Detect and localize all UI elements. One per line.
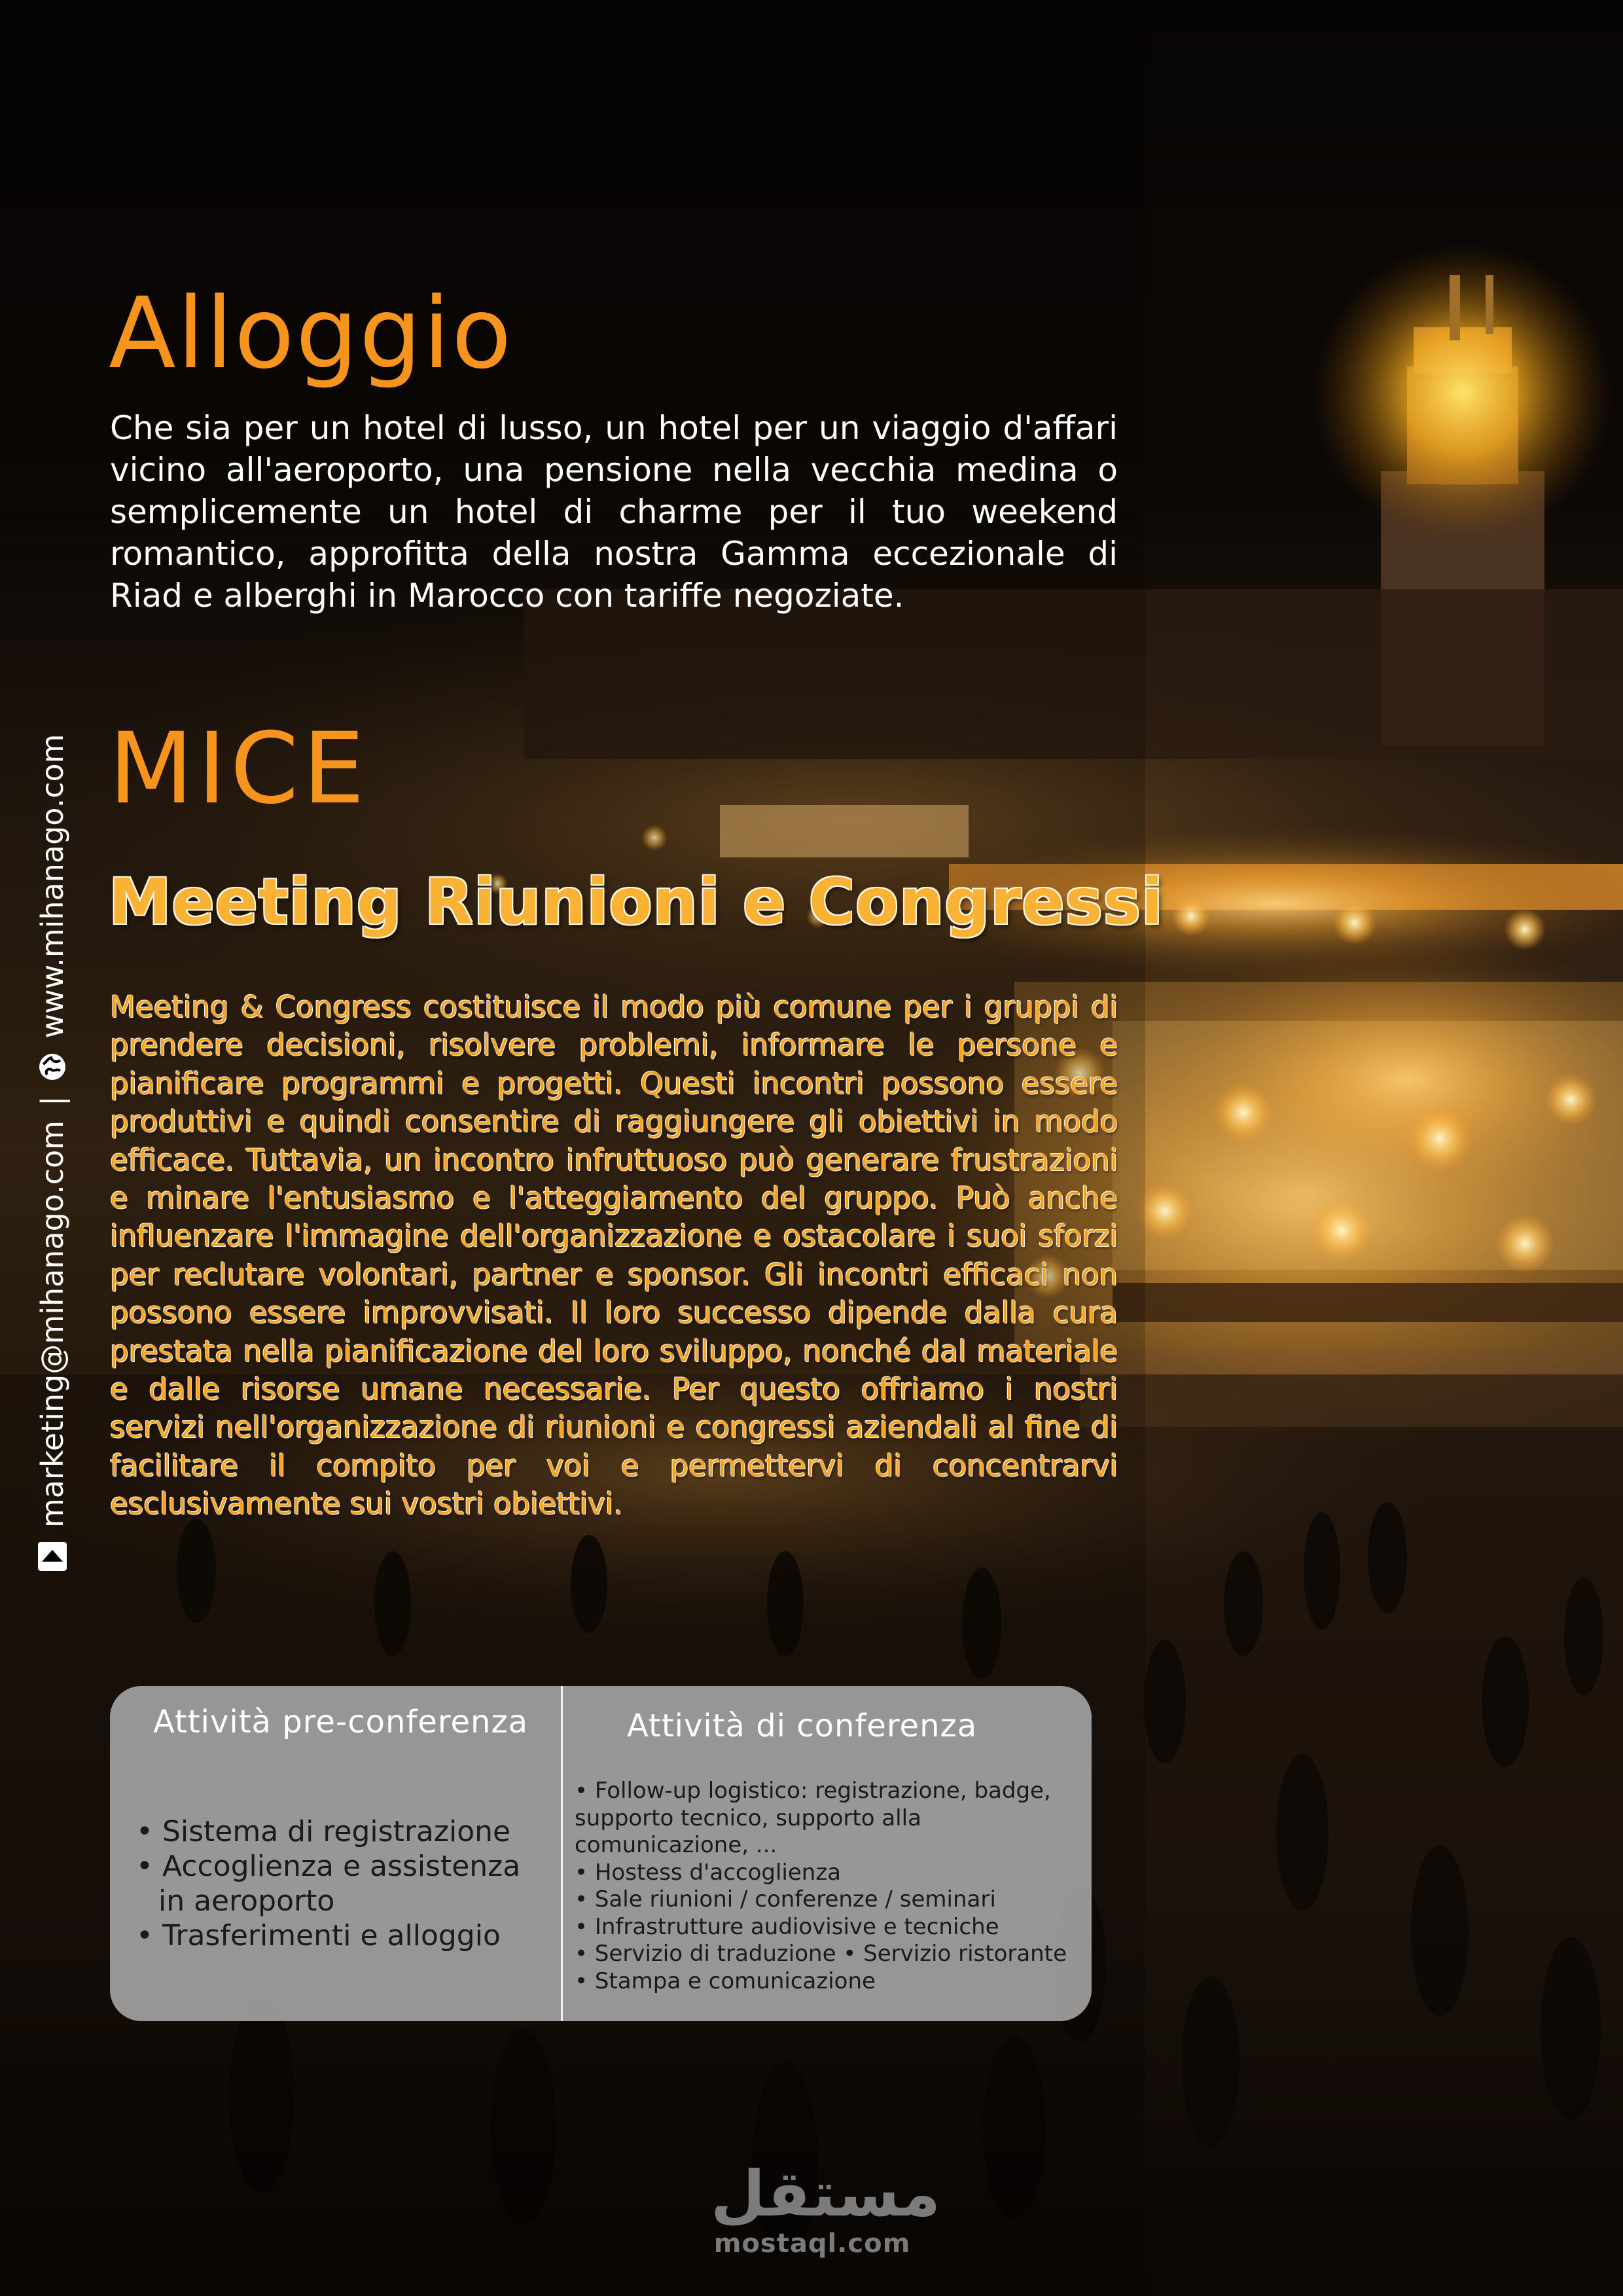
mostaql-watermark: [711, 2157, 941, 2259]
list-item: • Follow-up logistico: registrazione, badge, supporto tecnico, supporto alla comunicazione, ...: [575, 1778, 1051, 1858]
watermark-arabic: مستقل: [711, 2157, 941, 2231]
conference-header: Attività di conferenza: [627, 1708, 978, 1744]
list-item: • Sale riunioni / conferenze / seminari: [575, 1886, 996, 1912]
list-item: • Servizio di traduzione • Servizio ristorante: [575, 1941, 1067, 1967]
email-arrow-icon: [38, 1542, 67, 1571]
mice-paragraph: Meeting & Congress costituisce il modo più comune per i gruppi di prendere decisioni, risolvere problemi, informare le persone e pianificare programmi e progetti. Questi incontri possono essere produttivi e quindi consentire di raggiungere gli obiettivi in modo efficace. Tuttavia, un incontro infruttuoso può generare frustrazioni e minare l'entusiasmo e l'atteggiamento del gruppo. Può anche influenzare l'immagine dell'organizzazione e ostacolare i suoi sforzi per reclutare volontari, partner e sponsor. Gli incontri efficaci non possono essere improvvisati. Il loro successo dipende dalla cura prestata nella pianificazione del loro sviluppo, nonché dal materiale e dalle risorse umane necessarie. Per questo offriamo i nostri servizi nell'organizzazione di riunioni e congressi aziendali al fine di facilitare il compito per voi e permettervi di concentrarvi esclusivamente sui vostri obiettivi.: [110, 990, 1118, 1522]
table-column-divider: [561, 1686, 563, 2021]
list-item: • Infrastrutture audiovisive e tecniche: [575, 1913, 999, 1940]
list-item: • Accoglienza e assistenza in aeroporto: [136, 1850, 521, 1918]
watermark-latin: mostaql.com: [713, 2229, 911, 2259]
contact-website[interactable]: www.mihanago.com: [35, 734, 70, 1039]
list-item: • Trasferimenti e alloggio: [136, 1919, 501, 1952]
contact-email[interactable]: marketing@mihanago.com: [35, 1120, 70, 1528]
mice-title: MICE: [109, 712, 369, 826]
contact-separator: |: [35, 1096, 70, 1106]
list-item: • Sistema di registrazione: [136, 1815, 511, 1848]
globe-icon: [38, 1052, 67, 1081]
alloggio-title: Alloggio: [109, 277, 513, 391]
mice-subtitle: Meeting Riunioni e Congressi: [109, 865, 1164, 939]
list-item: • Hostess d'accoglienza: [575, 1859, 842, 1886]
pre-conference-header: Attività pre-conferenza: [153, 1704, 529, 1740]
conference-list: [575, 1778, 1085, 1995]
alloggio-paragraph: Che sia per un hotel di lusso, un hotel per un viaggio d'affari vicino all'aeroporto, una pensione nella vecchia medina o semplicemente un hotel di charme per il tuo weekend romantico, approfitta della nostra Gamma eccezionale di Riad e alberghi in Marocco con tariffe negoziate.: [110, 409, 1118, 615]
list-item: • Stampa e comunicazione: [575, 1967, 876, 1994]
activities-table: [110, 1686, 1092, 2021]
pre-conference-list: [136, 1814, 555, 1953]
